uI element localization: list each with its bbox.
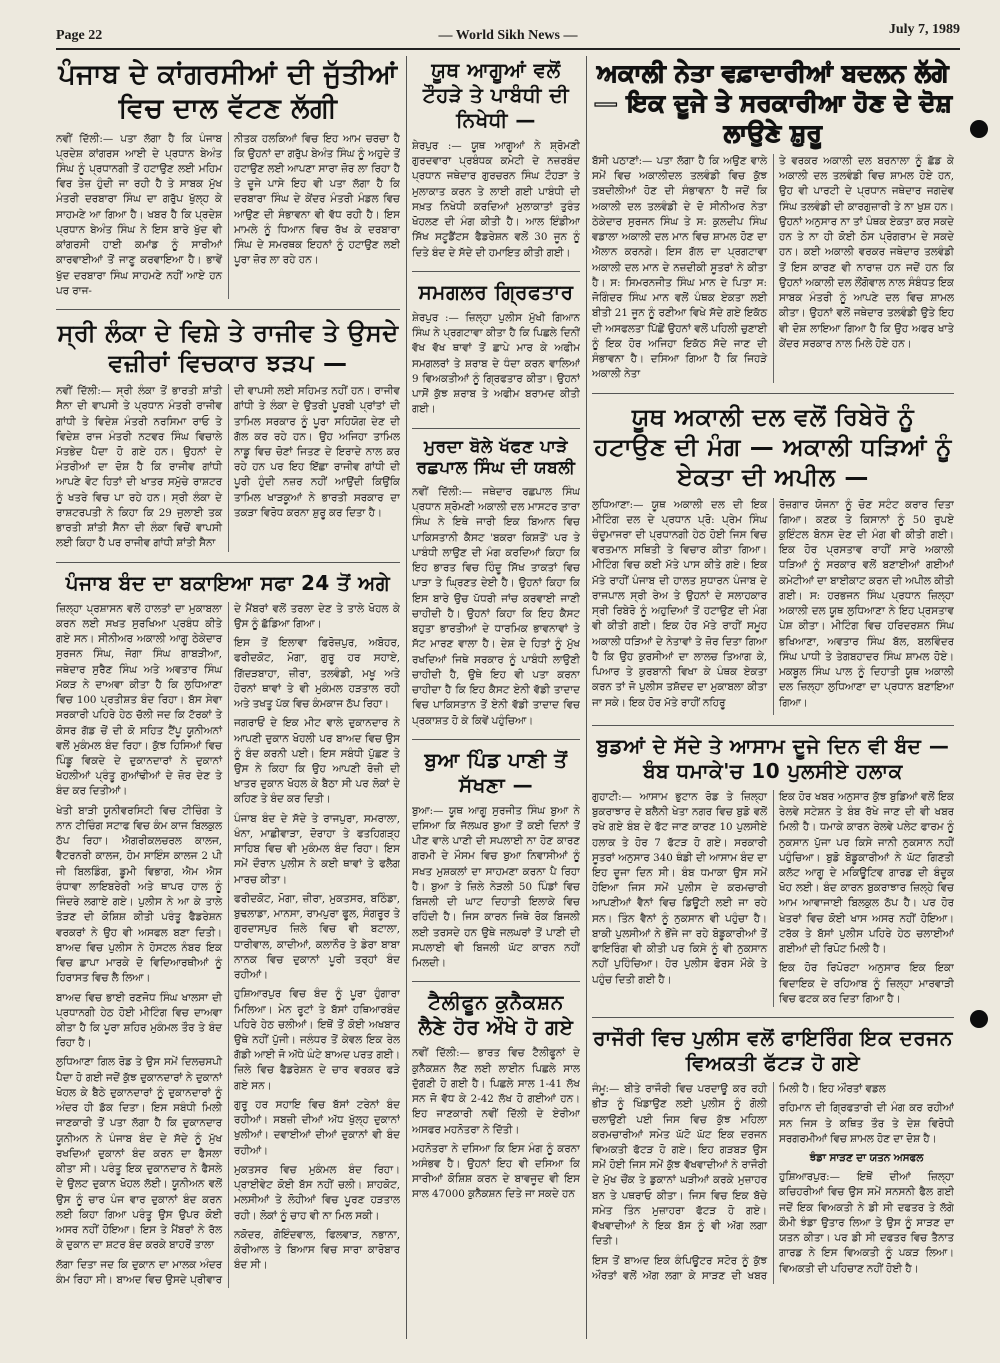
paragraph: ਮਹਨੋਤਰਾ ਨੇ ਦਸਿਆ ਕਿ ਇਸ ਮੰਗ ਨੂੰ ਕਰਨਾ ਅਸੰਭਵ ਹੈ। ਉਹਨਾਂ ਇਹ ਵੀ ਦਸਿਆ ਕਿ ਸਾਰੀਆਂ ਕੋਸ਼ਿਸ਼ ਕਰਨ ਦੇ ਬਾਵਜੂਦ ਵੀ ਇਸ ਸਾਲ 47000 ਕੁਨੈਕਸ਼ਨ ਦਿਤੇ ਜਾ ਸਕਦੇ ਹਨ [412, 1142, 580, 1201]
divider [412, 271, 580, 272]
column-rule [406, 56, 407, 1339]
paragraph: ਗੁਰੂ ਹਰ ਸਹਾਇ ਵਿਚ ਬੱਸਾਂ ਟਰੇਨਾਂ ਬੰਦ ਰਹੀਆਂ। ਸਬਜ਼ੀ ਦੀਆਂ ਅੱਧ ਖੁੱਲ੍ਹ ਦੁਕਾਨਾਂ ਖੁਲੀਆਂ। ਦਵਾਈਆਂ ਦੀਆਂ ਦੁਕਾਨਾਂ ਵੀ ਬੰਦ ਰਹੀਆਂ। [234, 1098, 400, 1157]
headline: ਬੁਆ ਪਿੰਡ ਪਾਣੀ ਤੋਂ ਸੱਖਣਾ — [424, 747, 568, 797]
paragraph: ਜ਼ਿਲ੍ਹਾ ਪ੍ਰਸ਼ਾਸਨ ਵਲੋਂ ਹਾਲਤਾਂ ਦਾ ਮੁਕਾਬਲਾ ਕਰਨ ਲਈ ਸਖਤ ਸੁਰਖਿਆ ਪ੍ਰਬੰਧ ਕੀਤੇ ਗਏ ਸਨ। ਸੀਨੀਅਰ ਅਕਾਲੀ ਆਗੂ ਠੇਕੇਦਾਰ ਸੁਰਜਨ ਸਿੰਘ, ਜੋਗਾ ਸਿੰਘ ਗਾਬੜੀਆ, ਜਥੇਦਾਰ ਸੁਰੈਣ ਸਿੰਘ ਅਤੇ ਅਵਤਾਰ ਸਿੰਘ ਮੱਕੜ ਨੇ ਦਾਅਵਾ ਕੀਤਾ ਹੈ ਕਿ ਲੁਧਿਆਣਾ ਵਿਚ 100 ਪ੍ਰਤੀਸ਼ਤ ਬੰਦ ਰਿਹਾ। ਬੱਸ ਸੇਵਾ ਸਰਕਾਰੀ ਪਹਿਰੇ ਹੇਠ ਚੱਲੀ ਜਦ ਕਿ ਟੱਰਕਾਂ ਤੇ ਕੋਸਰ ਗੱਡ ਚੋਂ ਦੀ ਕੋ ਸਹਿਤ ਟੈਂਪੂ ਯੂਨੀਅਨਾਂ ਵਲੋਂ ਮੁਕੰਮਲ ਬੰਦ ਰਿਹਾ। ਕੁੱਝ ਹਿਸਿਆਂ ਵਿਚ ਪਿੰਡੂ ਵਿਕਦੇ ਦੇ ਦੁਕਾਨਦਾਰਾਂ ਨੇ ਦੁਕਾਨਾਂ ਖੋਹਲੀਆਂ ਪ੍ਰੰਤੂ ਗੁਆਂਢੀਆਂ ਦੇ ਜ਼ੋਰ ਦੇਣ ਤੇ ਬੰਦ ਕਰ ਦਿਤੀਆਂ। [56, 602, 222, 798]
left-column [56, 56, 400, 1343]
paragraph: ਇਕ ਹੋਰ ਰਿਪੋਰਟਾ ਅਨੁਸਾਰ ਇਕ ਇਕਾ ਵਿਦਾਇਕ ਦੇ ਰਹਿਆਬ ਨੂੰ ਜ਼ਿਲ੍ਹਾ ਮਾਰਵਾੜੀ ਵਿਚ ਫਟਕ ਕਰ ਦਿਤਾ ਗਿਆ ਹੈ। [779, 962, 954, 1005]
paragraph: ਗੁਹਾਟੀ:— ਆਸਾਮ ਭੁਟਾਨ ਰੋਡ ਤੇ ਜ਼ਿਲ੍ਹਾ ਬੁਕਰਾਝਾਰ ਦੇ ਬਲੈਨੀ ਖੇਤਾ ਨਗਰ ਵਿਚ ਬੁਡੋ ਵਲੋਂ ਰਖੇ ਗਏ ਬੰਬ ਦੇ ਫੱਟ ਜਾਣ ਕਾਰਣ 10 ਪੁਲਸੀਏ ਹਲਾਕ ਤੇ ਹੋਰ 7 ਫੱਟੜ ਹੋ ਗਏ। ਸਰਕਾਰੀ ਸੂਤਰਾਂ ਅਨੁਸਾਰ 340 ਥੰਡੀ ਦੀ ਆਸਾਮ ਬੰਦ ਦਾ ਇਹ ਦੂਜਾ ਦਿਨ ਸੀ। ਬੰਬ ਧਮਾਕਾ ਉਸ ਸਮੇਂ ਹੋਇਆ ਜਿਸ ਸਮੇਂ ਪੁਲੀਸ ਦੇ ਕਰਮਚਾਰੀ ਆਪਣੀਆਂ ਵੈਨਾਂ ਵਿਚ ਡਿਊਟੀ ਲਈ ਜਾ ਰਹੇ ਸਨ। ਤਿੰਨ ਵੈਨਾਂ ਨੂੰ ਨੁਕਸਾਨ ਵੀ ਪਹੁੰਚਾ ਹੈ। ਬਾਕੀ ਪੁਲਸੀਆਂ ਨੇ ਭੋਂਜੇ ਜਾ ਰਹੇ ਬੋਡੂਕਾਰੀਆਂ ਤੋਂ ਫਾਇਰਿੰਗ ਵੀ ਕੀਤੀ ਪਰ ਕਿਸੇ ਨੂੰ ਵੀ ਨੁਕਸਾਨ ਨਹੀਂ ਪੁਹਿੰਚਿਆ। ਹੋਰ ਪੁਲੀਸ ਫੋਰਸ ਮੌਕੇ ਤੇ ਪਹੁੰਚ ਦਿਤੀ ਗਈ ਹੈ। [592, 790, 767, 986]
article-youth-tohra [412, 58, 580, 261]
paragraph: ਇਸ ਤੋਂ ਬਾਅਦ ਇਕ ਕੰਪਿਊਟਰ ਸਟੋਰ ਨੂੰ ਕੁੱਝ ਔਰਤਾਂ ਵਲੋਂ ਅੱਗ ਲਗਾ ਕੇ ਸਾੜਣ ਦੀ ਖਬਰ ਮਿਲੀ ਹੈ। ਇਹ ਔਰਤਾਂ ਵਡਲ [592, 1083, 886, 1282]
headline: ਪੰਜਾਬ ਬੰਦ ਦਾ ਬਕਾਇਆ ਸਫਾ 24 ਤੋਂ ਅਗੇ [65, 570, 391, 595]
headline: ਯੂਥ ਆਗੂਆਂ ਵਲੋਂ ਟੌਹੜੇ ਤੇ ਪਾਬੰਧੀ ਦੀ ਨਿਖੇਧੀ — [422, 58, 570, 132]
paragraph: ਜਗਰਾਓਂ ਦੇ ਇਕ ਮੀਟ ਵਾਲੇ ਦੁਕਾਨਦਾਰ ਨੇ ਆਪਣੀ ਦੁਕਾਨ ਖੋਹਲੀ ਪਰ ਬਾਅਦ ਵਿਚ ਉਸ ਨੂੰ ਬੰਦ ਕਰਨੀ ਪਈ। ਇਸ ਸਬੰਧੀ ਪੁੱਛਣ ਤੇ ਉਸ ਨੇ ਕਿਹਾ ਕਿ ਉਹ ਆਪਣੀ ਰੋਜ਼ੀ ਦੀ ਖਾਤਰ ਦੁਕਾਨ ਖੋਹਲ ਕੇ ਬੈਠਾ ਸੀ ਪਰ ਲੋਕਾਂ ਦੇ ਕਹਿਣ ਤੇ ਬੰਦ ਕਰ ਦਿਤੀ। [234, 717, 400, 806]
divider [592, 1017, 954, 1018]
article-bua-water [412, 748, 580, 972]
paragraph: ਸ਼ੇਰਪੁਰ :— ਯੂਥ ਆਗੂਆਂ ਨੇ ਸ਼੍ਰੋਮਣੀ ਗੁਰਦਵਾਰਾ ਪ੍ਰਬੰਧਕ ਕਮੇਟੀ ਦੇ ਨਜ਼ਰਬੰਦ ਪ੍ਰਧਾਨ ਜਥੇਦਾਰ ਗੁਰਚਰਨ ਸਿੰਘ ਟੌਹੜਾ ਤੇ ਮੁਲਾਕਾਤ ਕਰਨ ਤੇ ਲਾਈ ਗਈ ਪਾਬੰਧੀ ਦੀ ਸਖ਼ਤ ਨਿਖੇਧੀ ਕਰਦਿਆਂ ਮੁਲਾਕਾਤਾਂ ਤੁਰੰਤ ਖੋਹਲਣ ਦੀ ਮੰਗ ਕੀਤੀ ਹੈ। ਆਲ ਇੰਡੀਆ ਸਿੱਖ ਸਟੂਡੈਂਟਸ ਫੈਡਰੇਸ਼ਨ ਵਲੋਂ 30 ਜੂਨ ਨੂੰ ਦਿਤੇ ਬੰਦ ਦੇ ਸੱਦੇ ਦੀ ਹਮਾਇਤ ਕੀਤੀ ਗਈ। [412, 140, 580, 259]
issue-date: July 7, 1989 [888, 22, 960, 37]
paragraph: ਲੱਗਾ ਦਿਤਾ ਜਦ ਕਿ ਦੁਕਾਨ ਦਾ ਮਾਲਕ ਅੰਦਰ ਕੰਮ ਰਿਹਾ ਸੀ। ਬਾਅਦ ਵਿਚ ਉਸਦੇ ਪ੍ਰੀਵਾਰ ਦੇ ਮੈਂਬਰਾਂ ਵਲੋਂ ਤਰਲਾ ਦੇਣ ਤੇ ਤਾਲੇ ਖੋਹਲ ਕੇ ਉਸ ਨੂੰ ਛੱਡਿਆ ਗਿਆ। [56, 602, 400, 1286]
article-sri-lanka-rajiv [56, 318, 400, 552]
article-body [592, 498, 954, 715]
paragraph: ਹੁਸ਼ਿਆਰਪੁਰ ਵਿਚ ਬੰਦ ਨੂੰ ਪੂਰਾ ਹੁੰਗਾਰਾ ਮਿਲਿਆ। ਮੇਨ ਰੂਟਾਂ ਤੇ ਬੱਸਾਂ ਹਥਿਆਰਬੰਦ ਪਹਿਰੇ ਹੇਠ ਚਲੀਆਂ। ਇਥੋਂ ਤੋਂ ਕੋਈ ਅਖਬਾਰ ਉਥੇ ਨਹੀਂ ਪੁੱਜੀ। ਜਲੰਧਰ ਤੋਂ ਕੇਵਲ ਇਕ ਰੇਲ ਗੱਡੀ ਆਈ ਜੋ ਅੱਧੇ ਘੰਟੇ ਬਾਅਦ ਪਰਤ ਗਈ। ਜ਼ਿਲੇ ਵਿਚ ਫੈਡਰੇਸ਼ਨ ਦੇ ਚਾਰ ਵਰਕਰ ਫੜੇ ਗਏ ਸਨ। [234, 988, 400, 1092]
article-rachhpal-singh [412, 437, 580, 729]
paragraph: ਨੀਤਕ ਹਲਕਿਆਂ ਵਿਚ ਇਹ ਆਮ ਚਰਚਾ ਹੈ ਕਿ ਉਹਨਾਂ ਦਾ ਗਰੁੱਪ ਬੇਅੰਤ ਸਿੰਘ ਨੂੰ ਅਹੁਦੇ ਤੋਂ ਹਟਾਉਣ ਲਈ ਆਪਣਾ ਸਾਰਾ ਜ਼ੋਰ ਲਾ ਰਿਹਾ ਹੈ ਤੇ ਦੂਜੇ ਪਾਸੇ ਇਹ ਵੀ ਪਤਾ ਲੱਗਾ ਹੈ ਕਿ ਦਰਬਾਰਾ ਸਿੰਘ ਦੇ ਕੇਂਦਰ ਮੰਤਰੀ ਮੰਡਲ ਵਿਚ ਆਉਣ ਦੀ ਸੰਭਾਵਨਾ ਵੀ ਵੱਧ ਰਹੀ ਹੈ। ਇਸ ਮਾਮਲੇ ਨੂੰ ਧਿਆਨ ਵਿਚ ਰੱਖ ਕੇ ਦਰਬਾਰਾ ਸਿੰਘ ਦੇ ਸਮਰਥਕ ਇਹਨਾਂ ਨੂੰ ਹਟਾਉਣ ਲਈ ਪੂਰਾ ਜ਼ੋਰ ਲਾ ਰਹੇ ਹਨ। [234, 132, 400, 267]
page-number: Page 22 [56, 28, 103, 43]
headline: ਸ੍ਰੀ ਲੰਕਾ ਦੇ ਵਿਸ਼ੇ ਤੇ ਰਾਜੀਵ ਤੇ ਉਸਦੇ ਵਜ਼ੀਰਾਂ ਵਿਚਕਾਰ ਝੜਪ — [57, 319, 399, 378]
divider [592, 393, 954, 394]
paragraph: ਰਹਿਮਾਨ ਦੀ ਗ੍ਰਿਫਤਾਰੀ ਦੀ ਮੰਗ ਕਰ ਰਹੀਆਂ ਸਨ ਜਿਸ ਤੇ ਕਥਿਤ ਤੌਰ ਤੇ ਦੇਸ਼ ਵਿਰੋਧੀ ਸਰਗਰਮੀਆਂ ਵਿਚ ਸ਼ਾਮਲ ਹੋਣ ਦਾ ਦੋਸ਼ ਹੈ। [779, 1102, 954, 1145]
punch-hole [970, 120, 988, 138]
paragraph: ਬੱਸੀ ਪਠਾਣਾਂ:— ਪਤਾ ਲੱਗਾ ਹੈ ਕਿ ਅਉਣ ਵਾਲੇ ਸਮੇਂ ਵਿਚ ਅਕਾਲੀਦਲ ਤਲਵੰਡੀ ਵਿਚ ਕੁੱਝ ਤਬਦੀਲੀਆਂ ਹੋਣ ਦੀ ਸੰਭਾਵਨਾ ਹੈ ਜਦੋਂ ਕਿ ਅਕਾਲੀ ਦਲ ਤਲਵੰਡੀ ਦੇ ਦੋ ਸੀਨੀਅਰ ਨੇਤਾ ਠੇਕੇਦਾਰ ਸੁਰਜਨ ਸਿੰਘ ਤੇ ਸ: ਕੁਲਦੀਪ ਸਿੰਘ ਵਡਾਲਾ ਅਕਾਲੀ ਦਲ ਮਾਨ ਵਿਚ ਸ਼ਾਮਲ ਹੋਣ ਦਾ ਐਲਾਨ ਕਰਨਗੇ। ਇਸ ਗੱਲ ਦਾ ਪ੍ਰਗਟਾਵਾ ਅਕਾਲੀ ਦਲ ਮਾਨ ਦੇ ਨਜ਼ਦੀਕੀ ਸੂਤਰਾਂ ਨੇ ਕੀਤਾ ਹੈ। ਸ: ਸਿਮਰਨਜੀਤ ਸਿੰਘ ਮਾਨ ਦੇ ਪਿਤਾ ਸ: ਜੋਗਿੰਦਰ ਸਿੰਘ ਮਾਨ ਵਲੋਂ ਪੰਥਕ ਏਕਤਾ ਲਈ ਬੀਤੀ 21 ਜੂਨ ਨੂੰ ਰਣੀਆ ਵਿਖੇ ਸੱਦੇ ਗਏ ਇਕੱਠ ਦੀ ਅਸਫਲਤਾ ਪਿੱਛੋਂ ਉਹਨਾਂ ਵਲੋਂ ਪਹਿਲੀ ਚੁਣਾਈ ਨੂੰ ਇਕ ਹੋਰ ਅਜਿਹਾ ਇਕੱਠ ਸੱਦੇ ਜਾਣ ਦੀ ਸੰਭਾਵਨਾ ਹੈ। ਦਸਿਆ ਗਿਆ ਹੈ ਕਿ ਜਿਹੜੇ ਅਕਾਲੀ ਨੇਤਾ [592, 155, 767, 381]
paragraph: ਸ਼ੇਰਪੁਰ :— ਜ਼ਿਲ੍ਹਾ ਪੁਲੀਸ ਮੁੱਖੀ ਗਿਆਨ ਸਿੰਘ ਨੇ ਪ੍ਰਗਟਾਵਾ ਕੀਤਾ ਹੈ ਕਿ ਪਿਛਲੇ ਦਿਨੀਂ ਵੱਖ ਵੱਖ ਥਾਵਾਂ ਤੋਂ ਛਾਪੇ ਮਾਰ ਕੇ ਅਫੀਮ ਸਮਗਲਰਾਂ ਤੇ ਸ਼ਰਾਬ ਦੇ ਧੰਦਾ ਕਰਨ ਵਾਲਿਆਂ 9 ਵਿਅਕਤੀਆਂ ਨੂੰ ਗ੍ਰਿਫਤਾਰ ਕੀਤਾ। ਉਹਨਾਂ ਪਾਸੋਂ ਕੁੱਝ ਸ਼ਰਾਬ ਤੇ ਅਫੀਮ ਬਰਾਮਦ ਕੀਤੀ ਗਈ। [412, 311, 580, 416]
paragraph: ਪੰਜਾਬ ਬੰਦ ਦੇ ਸੱਦੇ ਤੇ ਰਾਜਪੁਰਾ, ਸਮਰਾਲਾ, ਖੰਨਾ, ਮਾਛੀਵਾੜਾ, ਦੋਰਾਹਾ ਤੇ ਫਤਹਿਗੜ੍ਹ ਸਾਹਿਬ ਵਿਚ ਵੀ ਮੁਕੰਮਲ ਬੰਦ ਰਿਹਾ। ਇਸ ਸਮੇਂ ਦੌਰਾਨ ਪੁਲੀਸ ਨੇ ਕਈ ਥਾਵਾਂ ਤੇ ਫਲੈਗ ਮਾਰਚ ਕੀਤਾ। [234, 812, 400, 886]
article-body [56, 602, 400, 1288]
punch-hole [970, 1010, 988, 1028]
article-youth-akali-ribeiro [592, 402, 954, 715]
divider [592, 725, 954, 726]
paragraph: ਮੁਕਤਸਰ ਵਿਚ ਮੁਕੰਮਲ ਬੰਦ ਰਿਹਾ। ਪ੍ਰਾਈਵੇਟ ਕੋਈ ਬੱਸ ਨਹੀਂ ਚਲੀ। ਸ਼ਾਹਕੋਟ, ਮਲਸੀਆਂ ਤੇ ਲੋਹੀਆਂ ਵਿਚ ਪੂਰਣ ਹੜਤਾਲ ਰਹੀ। ਲੋਕਾਂ ਨੂੰ ਚਾਹ ਵੀ ਨਾ ਮਿਲ ਸਕੀ। [234, 1163, 400, 1222]
masthead: — World Sikh News — [438, 28, 578, 43]
article-congress-infighting [56, 58, 400, 299]
paragraph: ਤੇ ਵਰਕਰ ਅਕਾਲੀ ਦਲ ਬਰਨਾਲਾ ਨੂੰ ਛੱਡ ਕੇ ਅਕਾਲੀ ਦਲ ਤਲਵੰਡੀ ਵਿਚ ਸ਼ਾਮਲ ਹੋਏ ਹਨ, ਉਹ ਵੀ ਪਾਰਟੀ ਦੇ ਪ੍ਰਧਾਨ ਜਥੇਦਾਰ ਜਗਦੇਵ ਸਿੰਘ ਤਲਵੰਡੀ ਦੀ ਕਾਰਗੁਜ਼ਾਰੀ ਤੇ ਨਾ ਖੁਸ਼ ਹਨ। ਉਹਨਾਂ ਅਨੁਸਾਰ ਨਾ ਤਾਂ ਪੰਥਕ ਏਕਤਾ ਕਰ ਸਕਦੇ ਹਨ ਤੇ ਨਾ ਹੀ ਕੋਈ ਠੋਸ ਪ੍ਰੋਗਰਾਮ ਦੇ ਸਕਦੇ ਹਨ। ਕਈ ਅਕਾਲੀ ਵਰਕਰ ਜਥੇਦਾਰ ਤਲਵੰਡੀ ਤੋਂ ਇਸ ਕਾਰਣ ਵੀ ਨਾਰਾਜ਼ ਹਨ ਜਦੋਂ ਹਨ ਕਿ ਉਹਨਾਂ ਅਕਾਲੀ ਦਲ ਲੌਂਗੋਵਾਲ ਨਾਲ ਸੰਬੰਧਤ ਇਕ ਸਾਬਕ ਮੰਤਰੀ ਨੂੰ ਆਪਣੇ ਦਲ ਵਿਚ ਸ਼ਾਮਲ ਕੀਤਾ। ਉਹਨਾਂ ਵਲੋਂ ਜਥੇਦਾਰ ਤਲਵੰਡੀ ਉਤੇ ਇਹ ਵੀ ਦੋਸ਼ ਲਾਇਆ ਗਿਆ ਹੈ ਕਿ ਉਹ ਅਫਰ ਖਾਤੇ ਕੇਂਦਰ ਸਰਕਾਰ ਨਾਲ ਮਿਲੇ ਹੋਏ ਹਨ। [779, 155, 954, 350]
paragraph: ਇਸ ਤੋਂ ਇਲਾਵਾ ਫਿਰੋਜ਼ਪੁਰ, ਅਬੋਹਰ, ਫਰੀਦਕੋਟ, ਮੋਗਾ, ਗੁਰੂ ਹਰ ਸਹਾਏ, ਗਿੱਦੜਬਾਹਾ, ਜ਼ੀਰਾ, ਤਲਵੰਡੀ, ਮਖੂ ਅਤੇ ਹੋਰਨਾਂ ਥਾਵਾਂ ਤੇ ਵੀ ਮੁਕੰਮਲ ਹੜਤਾਲ ਰਹੀ ਅਤੇ ਤਖਤੂ ਪੱਕ ਵਿਚ ਕੰਮਕਾਜ ਠੱਪ ਰਿਹਾ। [234, 637, 400, 711]
headline: ਸਮਗਲਰ ਗ੍ਰਿਫਤਾਰ [418, 279, 574, 304]
right-column [592, 56, 954, 1343]
paragraph: ਬੁਆ:— ਯੂਥ ਆਗੂ ਸੁਰਜੀਤ ਸਿੰਘ ਬੁਆ ਨੇ ਦਸਿਆ ਕਿ ਜੱਲਘਰ ਬੁਆ ਤੋਂ ਕਈ ਦਿਨਾਂ ਤੋਂ ਪੀਣ ਵਾਲੇ ਪਾਣੀ ਦੀ ਸਪਲਾਈ ਨਾ ਹੋਣ ਕਾਰਣ ਗਰਮੀ ਦੇ ਮੌਸਮ ਵਿਚ ਬੁਆ ਨਿਵਾਸੀਆਂ ਨੂੰ ਸਖਤ ਮੁਸ਼ਕਲਾਂ ਦਾ ਸਾਹਮਣਾ ਕਰਨਾ ਪੈ ਰਿਹਾ ਹੈ। ਬੁਆ ਤੇ ਜ਼ਿਲੇ ਨੇੜਲੀ 50 ਪਿੰਡਾਂ ਵਿਚ ਬਿਜਲੀ ਦੀ ਘਾਟ ਦਿਹਾਤੀ ਇਲਾਕੇ ਵਿਚ ਰਹਿੰਦੀ ਹੈ। ਜਿਸ ਕਾਰਨ ਜਿਥੇ ਰੋਕ ਬਿਜਲੀ ਲਈ ਤਰਸਦੇ ਹਨ ਉਥੇ ਜਲਘਰਾਂ ਤੋਂ ਪਾਣੀ ਦੀ ਸਪਲਾਈ ਵੀ ਬਿਜਲੀ ਘੱਟ ਕਾਰਨ ਨਹੀਂ ਮਿਲਦੀ। [412, 804, 580, 970]
subheading: ਝੰਡਾ ਸਾੜਣ ਦਾ ਯਤਨ ਅਸਫਲ [809, 1152, 924, 1165]
article-rajouri-firing [592, 1026, 954, 1284]
column-rule [586, 56, 587, 1339]
headline: ਅਕਾਲੀ ਨੇਤਾ ਵਫ਼ਾਦਾਰੀਆਂ ਬਦਲਨ ਲੱਗੇ — ਇਕ ਦੂਜੇ ਤੇ ਸਰਕਾਰੀਆ ਹੋਣ ਦੇ ਦੋਸ਼ ਲਾਉਣੇ ਸ਼ੁਰੂ [593, 59, 953, 147]
divider [56, 562, 400, 563]
paragraph: ਬਾਅਦ ਵਿਚ ਭਾਈ ਰਣਜੋਧ ਸਿੰਘ ਖਾਲਸਾ ਦੀ ਪ੍ਰਧਾਨਗੀ ਹੇਠ ਹੋਈ ਮੀਟਿੰਗ ਵਿਚ ਦਾਅਵਾ ਕੀਤਾ ਹੈ ਕਿ ਪੂਰਾ ਸ਼ਹਿਰ ਮੁਕੰਮਲ ਤੌਰ ਤੇ ਬੰਦ ਰਿਹਾ ਹੈ। [56, 991, 222, 1050]
divider [56, 309, 400, 310]
article-smuggler-arrested [412, 280, 580, 418]
headline: ਬੁਡਆਂ ਦੇ ਸੱਦੇ ਤੇ ਆਸਾਮ ਦੂਜੇ ਦਿਨ ਵੀ ਬੰਦ — ਬੰਬ ਧਮਾਕੇ'ਚ 10 ਪੁਲਸੀਏ ਹਲਾਕ [596, 733, 950, 783]
paragraph: ਨਵੀਂ ਦਿੱਲੀ:— ਜਥੇਦਾਰ ਰਛਪਾਲ ਸਿੰਘ ਪ੍ਰਧਾਨ ਸ਼੍ਰੋਮਣੀ ਅਕਾਲੀ ਦਲ ਮਾਸਟਰ ਤਾਰਾ ਸਿੰਘ ਨੇ ਇਥੇ ਜਾਰੀ ਇਕ ਬਿਆਨ ਵਿਚ ਪਾਕਿਸਤਾਨੀ ਕੈਸਟ 'ਬਕਰਾ ਕਿਸ਼ਤੋਂ' ਪਰ ਤੇ ਪਾਬੰਧੀ ਲਾਉਣ ਦੀ ਮੰਗ ਕਰਦਿਆਂ ਕਿਹਾ ਕਿ ਇਹ ਭਾਰਤ ਵਿਚ ਹਿੰਦੂ ਸਿੱਖ ਤਾਕਤਾਂ ਵਿਚ ਪਾੜਾ ਤੇ ਘ੍ਰਿਣਤ ਦੇਈ ਹੈ। ਉਹਨਾਂ ਕਿਹਾ ਕਿ ਇਸ ਬਾਰੇ ਉਚ ਪੱਧਰੀ ਜਾਂਚ ਕਰਵਾਈ ਜਾਣੀ ਚਾਹੀਦੀ ਹੈ। ਉਹਨਾਂ ਕਿਹਾ ਕਿ ਇਹ ਕੈਸਟ ਬਹੁਤਾ ਭਾਰਤੀਆਂ ਦੇ ਧਾਰਮਿਕ ਭਾਵਨਾਵਾਂ ਤੇ ਸੱਟ ਮਾਰਣ ਵਾਲਾ ਹੈ। ਦੇਸ਼ ਦੇ ਹਿਤਾਂ ਨੂੰ ਮੁੱਖ ਰਖਦਿਆਂ ਜਿਥੇ ਸਰਕਾਰ ਨੂੰ ਪਾਬੰਧੀ ਲਾਉਣੀ ਚਾਹੀਦੀ ਹੈ, ਉਥੇ ਇਹ ਵੀ ਪਤਾ ਕਰਨਾ ਚਾਹੀਦਾ ਹੈ ਕਿ ਇਹ ਕੈਸਟ ਏਨੀ ਵੱਡੀ ਤਾਦਾਦ ਵਿਚ ਪਾਕਿਸਤਾਨ ਤੋਂ ਏਨੀ ਵੱਡੀ ਤਾਦਾਦ ਵਿਚ ਪ੍ਰਕਾਸ਼ਤ ਹੋ ਕੇ ਕਿਵੇਂ ਪਹੁੰਚਿਆ। [412, 486, 580, 727]
article-body [592, 1082, 954, 1284]
divider [412, 428, 580, 429]
article-akali-loyalties [592, 58, 954, 383]
paragraph: ਨਵੀਂ ਦਿੱਲੀ:— ਭਾਰਤ ਵਿਚ ਟੈਲੀਫੂਨਾਂ ਦੇ ਕੁਨੈਕਸ਼ਨ ਲੈਣ ਲਈ ਲਾਈਨ ਪਿਛਲੇ ਸਾਲ ਦੁੱਗਣੀ ਹੋ ਗਈ ਹੈ। ਪਿਛਲੇ ਸਾਲ 1-41 ਲੱਖ ਸਨ ਜੋ ਵੱਧ ਕੇ 2-42 ਲੱਖ ਹੋ ਗਈਆਂ ਹਨ। ਇਹ ਜਾਣਕਾਰੀ ਨਵੀਂ ਦਿੱਲੀ ਦੇ ਏਰੀਆ ਅਸਫਰ ਮਹਨੋਤਰਾ ਨੇ ਦਿੱਤੀ। [412, 1047, 580, 1136]
article-body [56, 132, 400, 300]
paragraph: ਨਵੀਂ ਦਿੱਲੀ:— ਪਤਾ ਲੱਗਾ ਹੈ ਕਿ ਪੰਜਾਬ ਪ੍ਰਦੇਸ਼ ਕਾਂਗਰਸ ਆਈ ਦੇ ਪ੍ਰਧਾਨ ਬੇਅੰਤ ਸਿੰਘ ਨੂੰ ਪ੍ਰਧਾਨਗੀ ਤੋਂ ਹਟਾਉਣ ਲਈ ਮਹਿਮ ਵਿਰ ਤੇਜ਼ ਹੁੰਦੀ ਜਾ ਰਹੀ ਹੈ ਤੇ ਸਾਬਕ ਮੁੱਖ ਮੰਤਰੀ ਦਰਬਾਰਾ ਸਿੰਘ ਦਾ ਗਰੁੱਪ ਖੁੱਲ੍ਹ ਕੇ ਸਾਹਮਣੇ ਆ ਗਿਆ ਹੈ। ਖਬਰ ਹੈ ਕਿ ਪ੍ਰਦੇਸ਼ ਪ੍ਰਧਾਨ ਬੇਅੰਤ ਸਿੰਘ ਨੇ ਇਸ ਬਾਰੇ ਖੁੱਦ ਵੀ ਕਾਂਗਰਸੀ ਹਾਈ ਕਮਾਂਡ ਨੂੰ ਸਾਰੀਆਂ ਕਾਰਵਾਈਆਂ ਤੋਂ ਜਾਣੂ ਕਰਵਾਇਆ ਹੈ। ਭਾਵੇਂ ਖੁੱਦ ਦਰਬਾਰਾ ਸਿੰਘ ਸਾਹਮਣੇ ਨਹੀਂ ਆਏ ਹਨ ਪਰ ਰਾਜ- [56, 132, 222, 297]
paragraph: ਲੁਧਿਆਣਾ ਗਿਲ ਰੋਡ ਤੇ ਉਸ ਸਮੇਂ ਦਿਲਚਸਪੀ ਪੈਦਾ ਹੋ ਗਈ ਜਦੋਂ ਕੁੱਝ ਦੁਕਾਨਦਾਰਾਂ ਨੇ ਦੁਕਾਨਾਂ ਖੋਹਲ ਕੇ ਬੈਠੇ ਦੁਕਾਨਦਾਰਾਂ ਨੂੰ ਦੁਕਾਨਦਾਰਾਂ ਨੂੰ ਅੰਦਰ ਹੀ ਡੱਕ ਦਿਤਾ। ਇਸ ਸਬੰਧੀ ਮਿਲੀ ਜਾਣਕਾਰੀ ਤੋਂ ਪਤਾ ਲੱਗਾ ਹੈ ਕਿ ਦੁਕਾਨਦਾਰ ਯੂਨੀਅਨ ਨੇ ਪੰਜਾਬ ਬੰਦ ਦੇ ਸੱਦੇ ਨੂੰ ਮੁੱਖ ਰਖਦਿਆਂ ਦੁਕਾਨਾਂ ਬੰਦ ਕਰਨ ਦਾ ਫੈਸਲਾ ਕੀਤਾ ਸੀ। ਪਰੰਤੂ ਇਕ ਦੁਕਾਨਦਾਰ ਨੇ ਫੈਸਲੇ ਦੇ ਉਲਟ ਦੁਕਾਨ ਖੋਹਲ ਲੱਈ। ਯੂਨੀਅਨ ਵਲੋਂ ਉਸ ਨੂੰ ਚਾਰ ਪੰਜ ਵਾਰ ਦੁਕਾਨਾਂ ਬੰਦ ਕਰਨ ਲਈ ਕਿਹਾ ਗਿਆ ਪਰੰਤੂ ਉਸ ਉਪਰ ਕੋਈ ਅਸਰ ਨਹੀਂ ਹੋਇਆ। ਇਸ ਤੇ ਮੈਂਬਰਾਂ ਨੇ ਰੱਲ ਕੇ ਦੁਕਾਨ ਦਾ ਸ਼ਟਰ ਬੰਦ ਕਰਕੇ ਬਾਹਰੋਂ ਤਾਲਾ [56, 1056, 222, 1252]
paragraph: ਫਰੀਦਕੋਟ, ਮੋਗਾ, ਜ਼ੀਰਾ, ਮੁਕਤਸਰ, ਬਠਿੰਡਾ, ਬੁਢਲਾਡਾ, ਮਾਨਸਾ, ਰਾਮਪੁਰਾ ਫੂਲ, ਸੰਗਰੂਰ ਤੇ ਗੁਰਦਾਸਪੁਰ ਜ਼ਿਲੇ ਵਿਚ ਵੀ ਬਟਾਲਾ, ਧਾਰੀਵਾਲ, ਕਾਦੀਆਂ, ਕਲਾਨੌਰ ਤੇ ਡੇਰਾ ਬਾਬਾ ਨਾਨਕ ਵਿਚ ਦੁਕਾਨਾਂ ਪੂਰੀ ਤਰ੍ਹਾਂ ਬੰਦ ਰਹੀਆਂ। [234, 892, 400, 982]
paragraph: ਨਵੀਂ ਦਿੱਲੀ:— ਸ੍ਰੀ ਲੰਕਾ ਤੋਂ ਭਾਰਤੀ ਸ਼ਾਂਤੀ ਸੈਨਾ ਦੀ ਵਾਪਸੀ ਤੇ ਪ੍ਰਧਾਨ ਮੰਤਰੀ ਰਾਜੀਵ ਗਾਂਧੀ ਤੇ ਵਿਦੇਸ਼ ਮੰਤਰੀ ਨਰਸਿਮਾ ਰਾਓ ਤੇ ਵਿਦੇਸ਼ ਰਾਜ ਮੰਤਰੀ ਨਟਵਰ ਸਿੰਘ ਵਿਚਾਲੇ ਮੱਤਭੇਦ ਪੈਦਾ ਹੋ ਗਏ ਹਨ। ਉਹਨਾਂ ਦੇ ਮੰਤਰੀਆਂ ਦਾ ਦੋਸ਼ ਹੈ ਕਿ ਰਾਜੀਵ ਗਾਂਧੀ ਆਪਣੇ ਵੋਟ ਹਿਤਾਂ ਦੀ ਖਾਤਰ ਸਮੁੱਚੇ ਰਾਸ਼ਟਰ ਨੂੰ ਖਤਰੇ ਵਿਚ ਪਾ ਰਹੇ ਹਨ। ਸ੍ਰੀ ਲੰਕਾ ਦੇ ਰਾਸ਼ਟਰਪਤੀ ਨੇ ਕਿਹਾ ਕਿ 29 ਜੁਲਾਈ ਤਕ ਭਾਰਤੀ ਸ਼ਾਂਤੀ ਸੈਨਾ ਦੀ ਲੰਕਾ ਵਿਚੋਂ ਵਾਪਸੀ ਲਈ ਕਿਹਾ ਹੈ ਪਰ ਰਾਜੀਵ ਗਾਂਧੀ ਸ਼ਾਂਤੀ ਸੈਨਾ [56, 385, 222, 550]
headline: ਮੁਰਦਾ ਬੋਲੇ ਖੱਫਣ ਪਾੜੇ ਰਛਪਾਲ ਸਿੰਘ ਦੀ ਯਬਲੀ [416, 436, 576, 478]
headline: ਰਾਜੌਰੀ ਵਿਚ ਪੁਲੀਸ ਵਲੋਂ ਫਾਇਰਿੰਗ ਇਕ ਦਰਜਨ ਵਿਅਕਤੀ ਫੱਟੜ ਹੋ ਗਏ [593, 1026, 953, 1076]
paragraph: ਜੰਮੂ:— ਬੀਤੇ ਰਾਜੌਰੀ ਵਿਚ ਪਰਦਾਊ ਕਰ ਰਹੀ ਭੀੜ ਨੂੰ ਖਿੰਡਾਉਣ ਲਈ ਪੁਲੀਸ ਨੂੰ ਗੋਲੀ ਚਲਾਉਣੀ ਪਈ ਜਿਸ ਵਿਚ ਕੁੱਝ ਮਹਿਲਾ ਕਰਮਚਾਰੀਆਂ ਸਮੇਤ ਘੱਟੋ ਘੱਟ ਇਕ ਦਰਜਨ ਵਿਅਕਤੀ ਫੱਟੜ ਹੋ ਗਏ। ਇਹ ਗੜਬੜ ਉਸ ਸਮੇਂ ਹੋਈ ਜਿਸ ਸਮੇਂ ਕੁੱਝ ਵੱਖਵਾਦੀਆਂ ਨੇ ਰਾਜੌਰੀ ਦੇ ਮੁੱਖ ਚੌਂਕ ਤੇ ਡੁਕਾਨਾਂ ਘੜੀਆਂ ਕਰਕੇ ਮੁਜ਼ਾਹਰ ਬਨ ਤੇ ਪਥਰਾਓ ਕੀਤਾ। ਜਿਸ ਵਿਚ ਇਕ ਬੱਚੇ ਸਮੇਤ ਤਿੰਨ ਮੁਜ਼ਾਹਰਾ ਫੱਟੜ ਹੋ ਗਏ। ਵੱਖਵਾਦੀਆਂ ਨੇ ਇਕ ਬੱਸ ਨੂੰ ਵੀ ਅੱਗ ਲਗਾ ਦਿਤੀ। [592, 1083, 767, 1248]
headline: ਯੂਥ ਅਕਾਲੀ ਦਲ ਵਲੋਂ ਰਿਬੇਰੋ ਨੂੰ ਹਟਾਉਣ ਦੀ ਮੰਗ — ਅਕਾਲੀ ਧੜਿਆਂ ਨੂੰ ਏਕਤਾ ਦੀ ਅਪੀਲ — [594, 402, 952, 491]
paragraph: ਖੇਤੀ ਬਾੜੀ ਯੂਨੀਵਰਸਿਟੀ ਵਿਚ ਟੀਚਿੰਗ ਤੇ ਨਾਨ ਟੀਚਿੰਗ ਸਟਾਫ ਵਿਚ ਕੰਮ ਕਾਜ ਬਿਲਕੁਲ ਠੱਪ ਰਿਹਾ। ਐਗਰੀਕਲਚਰਲ ਕਾਲਜ, ਵੈਟਰਨਰੀ ਕਾਲਜ, ਹੋਮ ਸਾਇੰਸ ਕਾਲਜ 2 ਪੀ ਜੀ ਬਿਲਡਿੰਗ, ਡੂਮੀ ਵਿਭਾਗ, ਐਮ ਐਸ ਰੰਧਾਵਾ ਲਾਇਬਰੇਰੀ ਅਤੇ ਥਾਪਰ ਹਾਲ ਨੂੰ ਜਿੰਦਰੇ ਲਗਾਏ ਗਏ। ਪੁਲੀਸ ਨੇ ਆ ਕੇ ਤਾਲੇ ਤੋੜਣ ਦੀ ਕੋਸ਼ਿਸ਼ ਕੀਤੀ ਪਰੰਤੂ ਫੈਡਰੇਸ਼ਨ ਵਰਕਰਾਂ ਨੇ ਉਹ ਵੀ ਅਸਫਲ ਬਣਾ ਦਿਤੀ। ਬਾਅਦ ਵਿਚ ਪੁਲੀਸ ਨੇ ਹੋਸਟਲ ਨੰਬਰ ਇਕ ਵਿਚ ਛਾਪਾ ਮਾਰਕੇ ਦੋ ਵਿਦਿਆਰਥੀਆਂ ਨੂੰ ਹਿਰਾਸਤ ਵਿਚ ਲੈ ਲਿਆ। [56, 804, 222, 985]
article-telephone [412, 990, 580, 1202]
article-body [56, 384, 400, 552]
divider [412, 981, 580, 982]
headline: ਟੈਲੀਫੂਨ ਕੁਨੈਕਸ਼ਨ ਲੈਣੇ ਹੋਰ ਔਖੇ ਹੋ ਗਏ [418, 990, 574, 1040]
paragraph: ਰੋਜ਼ਗਾਰ ਯੋਜਨਾ ਨੂੰ ਚੋਣ ਸਟੰਟ ਕਰਾਰ ਦਿਤਾ ਗਿਆ। ਕਣਕ ਤੇ ਕਿਸਾਨਾਂ ਨੂੰ 50 ਰੁਪਏ ਕੁਇੰਟਲ ਬੋਨਸ ਦੇਣ ਦੀ ਮੰਗ ਵੀ ਕੀਤੀ ਗਈ। ਇਕ ਹੋਰ ਪ੍ਰਸਤਾਵ ਰਾਹੀਂ ਸਾਰੇ ਅਕਾਲੀ ਧੜਿਆਂ ਨੂੰ ਸਰਕਾਰ ਵਲੋਂ ਬਣਾਈਆਂ ਗਈਆਂ ਕਮੇਟੀਆਂ ਦਾ ਬਾਈਕਾਟ ਕਰਨ ਦੀ ਅਪੀਲ ਕੀਤੀ ਗਈ। ਸ: ਹਰਭਜਨ ਸਿੰਘ ਪ੍ਰਧਾਨ ਜ਼ਿਲ੍ਹਾ ਅਕਾਲੀ ਦਲ ਯੂਥ ਲੁਧਿਆਣਾ ਨੇ ਇਹ ਪ੍ਰਸਤਾਵ ਪੇਸ਼ ਕੀਤਾ। ਮੀਟਿੰਗ ਵਿਚ ਹਰਿਦਰਸ਼ਨ ਸਿੰਘ ਭਖਿਆਣਾ, ਅਵਤਾਰ ਸਿੰਘ ਬੱਲ, ਬਲਵਿੰਦਰ ਸਿੰਘ ਪਾਧੀ ਤੇ ਤੇਗਬਹਾਦਰ ਸਿੰਘ ਸ਼ਾਮਲ ਹੋਏ। ਮਕਬੂਲ ਸਿੰਘ ਪਾਲ ਨੂੰ ਦਿਹਾਤੀ ਯੂਥ ਅਕਾਲੀ ਦਲ ਜ਼ਿਲ੍ਹਾ ਲੁਧਿਆਣਾ ਦਾ ਪ੍ਰਧਾਨ ਬਣਾਇਆ ਗਿਆ। [779, 498, 954, 709]
middle-column [412, 56, 580, 1343]
article-punjab-bandh [56, 571, 400, 1288]
paragraph: ਨਕੋਦਰ, ਗੋਇੰਦਵਾਲ, ਫਿਲਵਾੜ, ਨਭਾਨਾ, ਕੋਰੀਆਲ ਤੇ ਬਿਆਸ ਵਿਚ ਸਾਰਾ ਕਾਰੋਬਾਰ ਬੰਦ ਸੀ। [234, 1228, 400, 1272]
paragraph: ਇਕ ਹੋਰ ਖਬਰ ਅਨੁਸਾਰ ਕੁੱਝ ਬੁਡਿਆਂ ਵਲੋਂ ਇਕ ਰੇਲਵੇ ਸਟੇਸ਼ਨ ਤੇ ਬੰਬ ਰੱਖੇ ਜਾਣ ਦੀ ਵੀ ਖਬਰ ਮਿਲੀ ਹੈ। ਧਮਾਕੇ ਕਾਰਨ ਰੇਲਵੇ ਪਲੇਟ ਫਾਰਮ ਨੂੰ ਨੁਕਸਾਨ ਪੁੱਜਾ ਪਰ ਕਿਸੇ ਜਾਨੀ ਨੁਕਸਾਨ ਨਹੀਂ ਪਹੁੰਚਿਆ। ਬੁਡੋ ਬੋਡੂਕਾਰੀਆਂ ਨੇ ਘੱਟ ਗਿਣਤੀ ਕਲੱਟ ਆਗੂ ਦੇ ਮਕਿਊਟਿਵ ਗਾਰਡ ਦੀ ਬੰਦੂਕ ਖੋਹ ਲਈ। ਬੰਦ ਕਾਰਨ ਬੁਕਰਾਝਾਰ ਜ਼ਿਲ੍ਹੇ ਵਿਚ ਆਮ ਆਵਾਜਾਈ ਬਿਲਕੁਲ ਠੱਪ ਹੈ। ਪਰ ਹੋਰ ਖੇਤਰਾਂ ਵਿਚ ਕੋਈ ਖਾਸ ਅਸਰ ਨਹੀਂ ਹੋਇਆ। ਟਰੱਕ ਤੇ ਬੱਸਾਂ ਪੁਲੀਸ ਪਹਿਰੇ ਹੇਠ ਚਲਾਈਆਂ ਗਈਆਂ ਦੀ ਰਿਪੋਟ ਮਿਲੀ ਹੈ। [779, 790, 954, 956]
headline: ਪੰਜਾਬ ਦੇ ਕਾਂਗਰਸੀਆਂ ਦੀ ਜੁੱਤੀਆਂ ਵਿਚ ਦਾਲ ਵੱਟਣ ਲੱਗੀ [58, 59, 398, 124]
running-header [56, 18, 960, 50]
article-assam-bandh [592, 734, 954, 1007]
article-body [592, 790, 954, 1007]
paragraph: ਦੀ ਵਾਪਸੀ ਲਈ ਸਹਿਮਤ ਨਹੀਂ ਹਨ। ਰਾਜੀਵ ਗਾਂਧੀ ਤੇ ਲੰਕਾ ਦੇ ਉਤਰੀ ਪੂਰਬੀ ਪ੍ਰਾਂਤਾਂ ਦੀ ਤਾਮਿਲ ਸਰਕਾਰ ਨੂੰ ਪੂਰਾ ਸਹਿਯੋਗ ਦੇਣ ਦੀ ਗੱਲ ਕਰ ਰਹੇ ਹਨ। ਉਹ ਅਜਿਹਾ ਤਾਮਿਲ ਨਾਡੂ ਵਿਚ ਚੋਣਾਂ ਜਿਤਣ ਦੇ ਇਰਾਦੇ ਨਾਲ ਕਰ ਰਹੇ ਹਨ ਪਰ ਇਹ ਇੱਛਾ ਰਾਜੀਵ ਗਾਂਧੀ ਦੀ ਪੂਰੀ ਹੁੰਦੀ ਨਜ਼ਰ ਨਹੀਂ ਆਉਂਦੀ ਕਿਉਂਕਿ ਤਾਮਿਲ ਖਾੜਕੂਆਂ ਨੇ ਭਾਰਤੀ ਸਰਕਾਰ ਦਾ ਤਕੜਾ ਵਿਰੋਧ ਕਰਨਾ ਸ਼ੁਰੂ ਕਰ ਦਿਤਾ ਹੈ। [234, 385, 400, 519]
paragraph: ਲੁਧਿਆਣਾ:— ਯੂਥ ਅਕਾਲੀ ਦਲ ਦੀ ਇਕ ਮੀਟਿੰਗ ਦਲ ਦੇ ਪ੍ਰਧਾਨ ਪ੍ਰੋ: ਪ੍ਰੇਮ ਸਿੰਘ ਚੰਦੂਮਾਜਰਾ ਦੀ ਪ੍ਰਧਾਨਗੀ ਹੇਠ ਹੋਈ ਜਿਸ ਵਿਚ ਵਰਤਮਾਨ ਸਥਿਤੀ ਤੇ ਵਿਚਾਰ ਕੀਤਾ ਗਿਆ। ਮੀਟਿੰਗ ਵਿਚ ਕਈ ਮੱਤੇ ਪਾਸ ਕੀਤੇ ਗਏ। ਇਕ ਮੱਤੇ ਰਾਹੀਂ ਪੰਜਾਬ ਦੀ ਹਾਲਤ ਸੁਧਾਰਨ ਪੰਜਾਬ ਦੇ ਰਾਜਪਾਲ ਸ੍ਰੀ ਰੇਅ ਤੇ ਉਹਨਾਂ ਦੇ ਸਲਾਹਕਾਰ ਸ੍ਰੀ ਰਿਬੇਰੋ ਨੂੰ ਅਹੁਦਿਆਂ ਤੋਂ ਹਟਾਉਣ ਦੀ ਮੰਗ ਵੀ ਕੀਤੀ ਗਈ। ਇਕ ਹੋਰ ਮੱਤੇ ਰਾਹੀਂ ਸਮੂਹ ਅਕਾਲੀ ਧੜਿਆਂ ਦੇ ਨੇਤਾਵਾਂ ਤੇ ਜ਼ੋਰ ਦਿਤਾ ਗਿਆ ਹੈ ਕਿ ਉਹ ਕੁਰਸੀਆਂ ਦਾ ਲਾਲਚ ਤਿਆਗ ਕੇ, ਪਿਆਰ ਤੇ ਕੁਰਬਾਨੀ ਵਿਖਾ ਕੇ ਪੰਥਕ ਏਕਤਾ ਕਰਨ ਤਾਂ ਜੋ ਪੁਲੀਸ ਤਸ਼ੱਦਦ ਦਾ ਮੁਕਾਬਲਾ ਕੀਤਾ ਜਾ ਸਕੇ। ਇਕ ਹੋਰ ਮੱਤੇ ਰਾਹੀਂ ਨਹਿਰੂ [592, 498, 767, 709]
paragraph: ਹੁਸ਼ਿਆਰਪੁਰ:— ਇਥੋਂ ਦੀਆਂ ਜ਼ਿਲ੍ਹਾ ਕਚਿਹਰੀਆਂ ਵਿਚ ਉਸ ਸਮੇਂ ਸਨਸਨੀ ਫੈਲ ਗਈ ਜਦੋਂ ਇਕ ਵਿਅਕਤੀ ਨੇ ਡੀ ਸੀ ਦਫਤਰ ਤੇ ਲੱਗੇ ਕੌਮੀ ਝੰਡਾ ਉਤਾਰ ਲਿਆ ਤੇ ਉਸ ਨੂੰ ਸਾੜਣ ਦਾ ਯਤਨ ਕੀਤਾ। ਪਰ ਡੀ ਸੀ ਦਫਤਰ ਵਿਚ ਤੈਨਾਤ ਗਾਰਡ ਨੇ ਇਸ ਵਿਅਕਤੀ ਨੂੰ ਪਕੜ ਲਿਆ। ਵਿਅਕਤੀ ਦੀ ਪਹਿਚਾਣ ਨਹੀਂ ਹੋਈ ਹੈ। [779, 1171, 954, 1275]
article-body [592, 154, 954, 383]
divider [412, 739, 580, 740]
